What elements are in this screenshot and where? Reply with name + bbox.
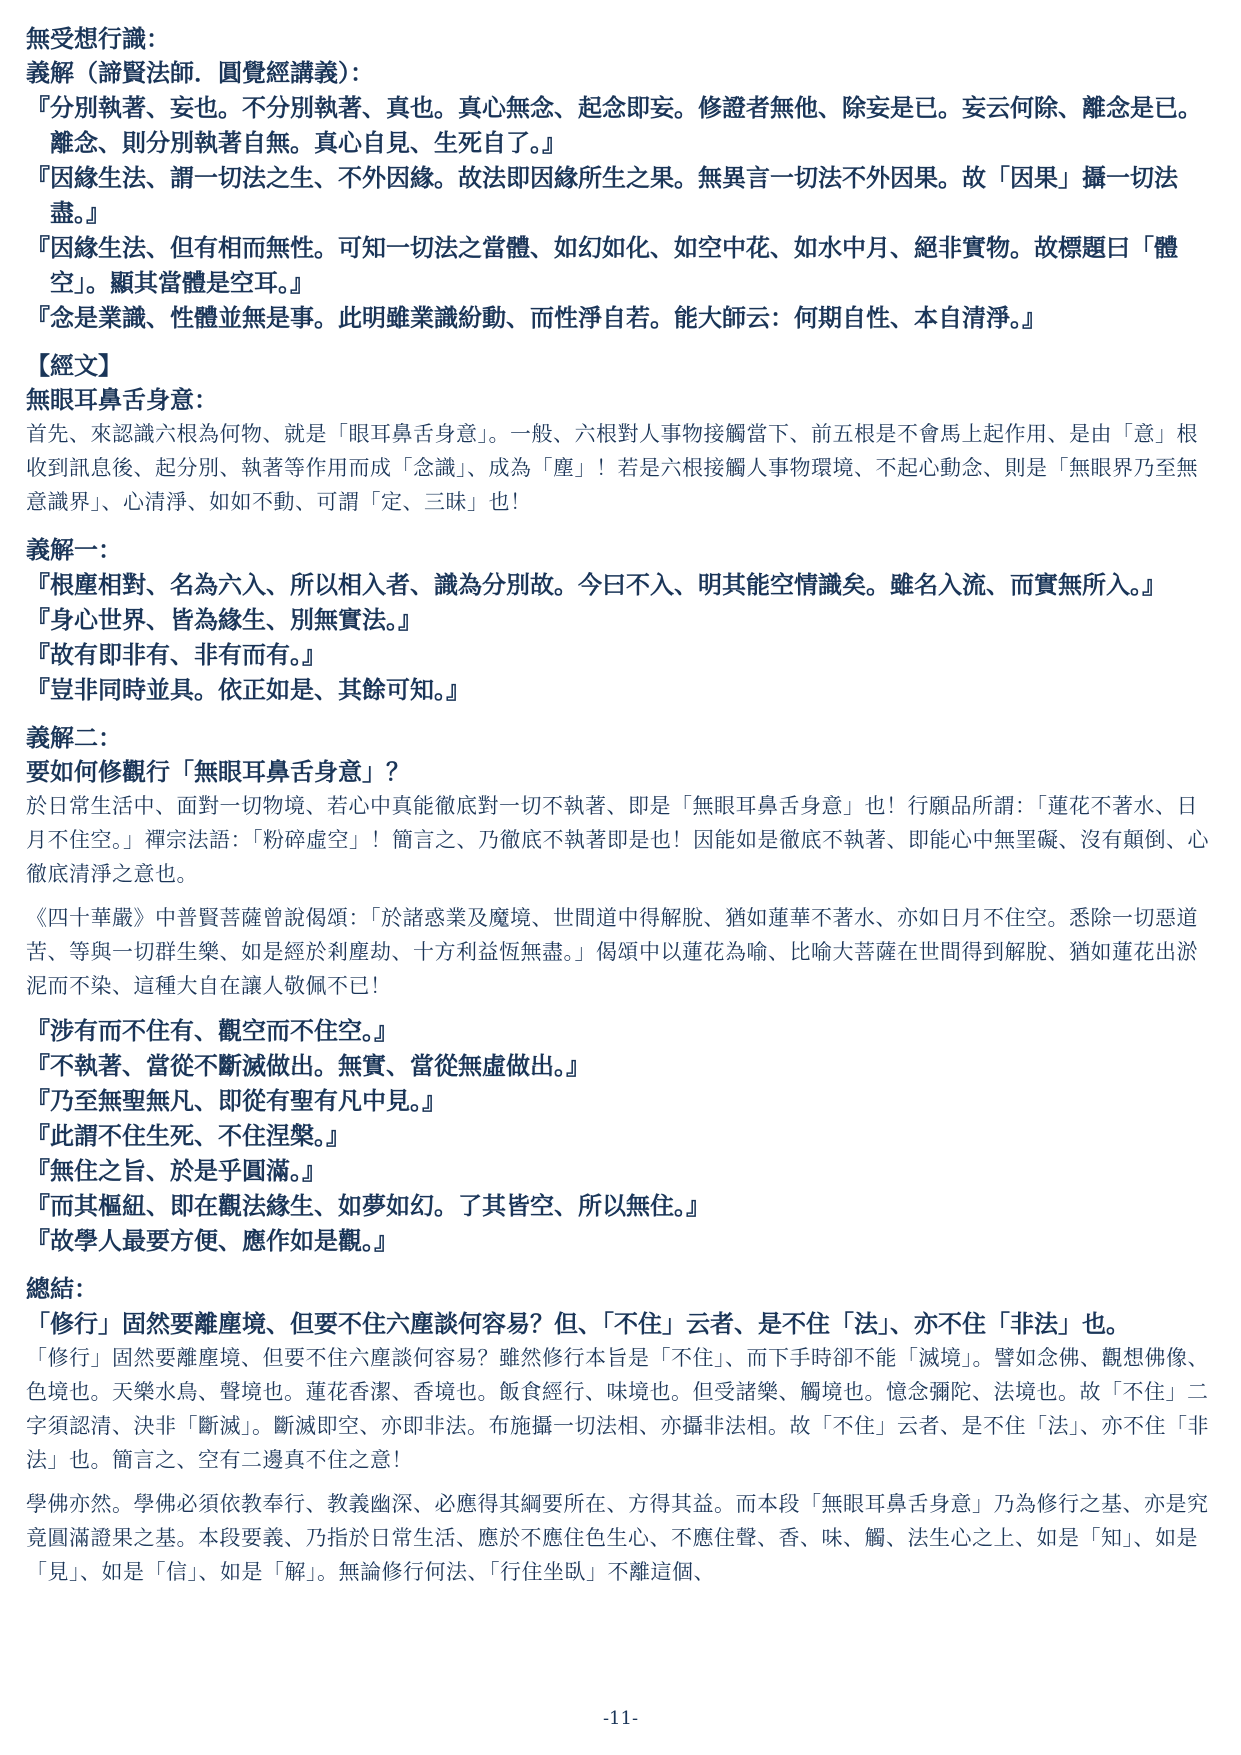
section-subheading: 無眼耳鼻舌身意： xyxy=(26,385,218,414)
body-paragraph: 《四十華嚴》中普賢菩薩曾說偈頌：「於諸惑業及魔境、世間道中得解脫、猶如蓮華不著水、亦如日月不住空。悉除一切惡道苦、等與一切群生樂、如是經於剎塵劫、十方利益恆無盡。」偈頌中以蓮花為喻、比喻大菩薩在世間得到解脫、猶如蓮花出淤泥而不染、這種大自在讓人敬佩不已！ xyxy=(26,906,1198,998)
section-heading: 義解二： xyxy=(26,723,122,752)
quote: 『涉有而不住有、觀空而不住空。』 xyxy=(26,1016,398,1045)
quote: 『無住之旨、於是乎圓滿。』 xyxy=(26,1156,326,1185)
quote: 『故學人最要方便、應作如是觀。』 xyxy=(26,1226,398,1255)
summary-bold-statement: 「修行」固然要離塵境、但要不住六塵談何容易？但、「不住」云者、是不住「法」、亦不住「非法」也。 xyxy=(26,1309,1130,1338)
section-heading: 總結： xyxy=(26,1274,98,1303)
quote: 『不執著、當從不斷滅做出。無實、當從無虛做出。』 xyxy=(26,1051,590,1080)
quote: 『根塵相對、名為六入、所以相入者、識為分別故。今曰不入、明其能空情識矣。雖名入流、而實無所入。』 xyxy=(26,570,1166,599)
body-paragraph: 「修行」固然要離塵境、但要不住六塵談何容易？雖然修行本旨是「不住」、而下手時卻不能「滅境」。譬如念佛、觀想佛像、色境也。天樂水鳥、聲境也。蓮花香潔、香境也。飯食經行、味境也。但受諸樂、觸境也。憶念彌陀、法境也。故「不住」二字須認清、決非「斷滅」。斷滅即空、亦即非法。布施攝一切法相、亦攝非法相。故「不住」云者、是不住「法」、亦不住「非法」也。簡言之、空有二邊真不住之意！ xyxy=(26,1346,1209,1472)
page-number: -11- xyxy=(602,1708,639,1729)
quote: 『乃至無聖無凡、即從有聖有凡中見。』 xyxy=(26,1086,446,1115)
page-content xyxy=(26,22,1218,1589)
quote: 『分別執著、妄也。不分別執著、真也。真心無念、起念即妄。修證者無他、除妄是已。妄云何除、離念是已。離念、則分別執著自無。真心自見、生死自了。』 xyxy=(26,93,1202,157)
quote: 『念是業識、性體並無是事。此明雖業識紛動、而性淨自若。能大師云：何期自性、本自清淨。』 xyxy=(26,303,1046,332)
body-paragraph: 於日常生活中、面對一切物境、若心中真能徹底對一切不執著、即是「無眼耳鼻舌身意」也！行願品所謂：「蓮花不著水、日月不住空。」禪宗法語：「粉碎虛空」！簡言之、乃徹底不執著即是也！因能如是徹底不執著、即能心中無罣礙、沒有顛倒、心徹底清淨之意也。 xyxy=(26,794,1209,886)
quote: 『因緣生法、謂一切法之生、不外因緣。故法即因緣所生之果。無異言一切法不外因果。故「因果」攝一切法盡。』 xyxy=(26,163,1178,227)
section-subheading: 要如何修觀行「無眼耳鼻舌身意」？ xyxy=(26,757,410,786)
quote: 『因緣生法、但有相而無性。可知一切法之當體、如幻如化、如空中花、如水中月、絕非實物。故標題曰「體空」。顯其當體是空耳。』 xyxy=(26,233,1178,297)
section-subheading: 義解（諦賢法師．圓覺經講義）： xyxy=(26,58,374,87)
quote: 『身心世界、皆為緣生、別無實法。』 xyxy=(26,605,422,634)
body-paragraph: 學佛亦然。學佛必須依教奉行、教義幽深、必應得其綱要所在、方得其益。而本段「無眼耳鼻舌身意」乃為修行之基、亦是究竟圓滿證果之基。本段要義、乃指於日常生活、應於不應住色生心、不應住聲、香、味、觸、法生心之上、如是「知」、如是「見」、如是「信」、如是「解」。無論修行何法、「行住坐臥」不離這個、 xyxy=(26,1492,1209,1584)
body-paragraph: 首先、來認識六根為何物、就是「眼耳鼻舌身意」。一般、六根對人事物接觸當下、前五根是不會馬上起作用、是由「意」根收到訊息後、起分別、執著等作用而成「念識」、成為「塵」！若是六根接觸人事物環境、不起心動念、則是「無眼界乃至無意識界」、心清淨、如如不動、可謂「定、三昧」也！ xyxy=(26,422,1198,514)
quote: 『故有即非有、非有而有。』 xyxy=(26,640,326,669)
quote: 『此謂不住生死、不住涅槃。』 xyxy=(26,1121,350,1150)
quote: 『豈非同時並具。依正如是、其餘可知。』 xyxy=(26,675,470,704)
section-heading: 義解一： xyxy=(26,535,122,564)
section-heading: 【經文】 xyxy=(26,351,122,380)
section-heading: 無受想行識： xyxy=(26,24,170,53)
quote: 『而其樞紐、即在觀法緣生、如夢如幻。了其皆空、所以無住。』 xyxy=(26,1191,710,1220)
